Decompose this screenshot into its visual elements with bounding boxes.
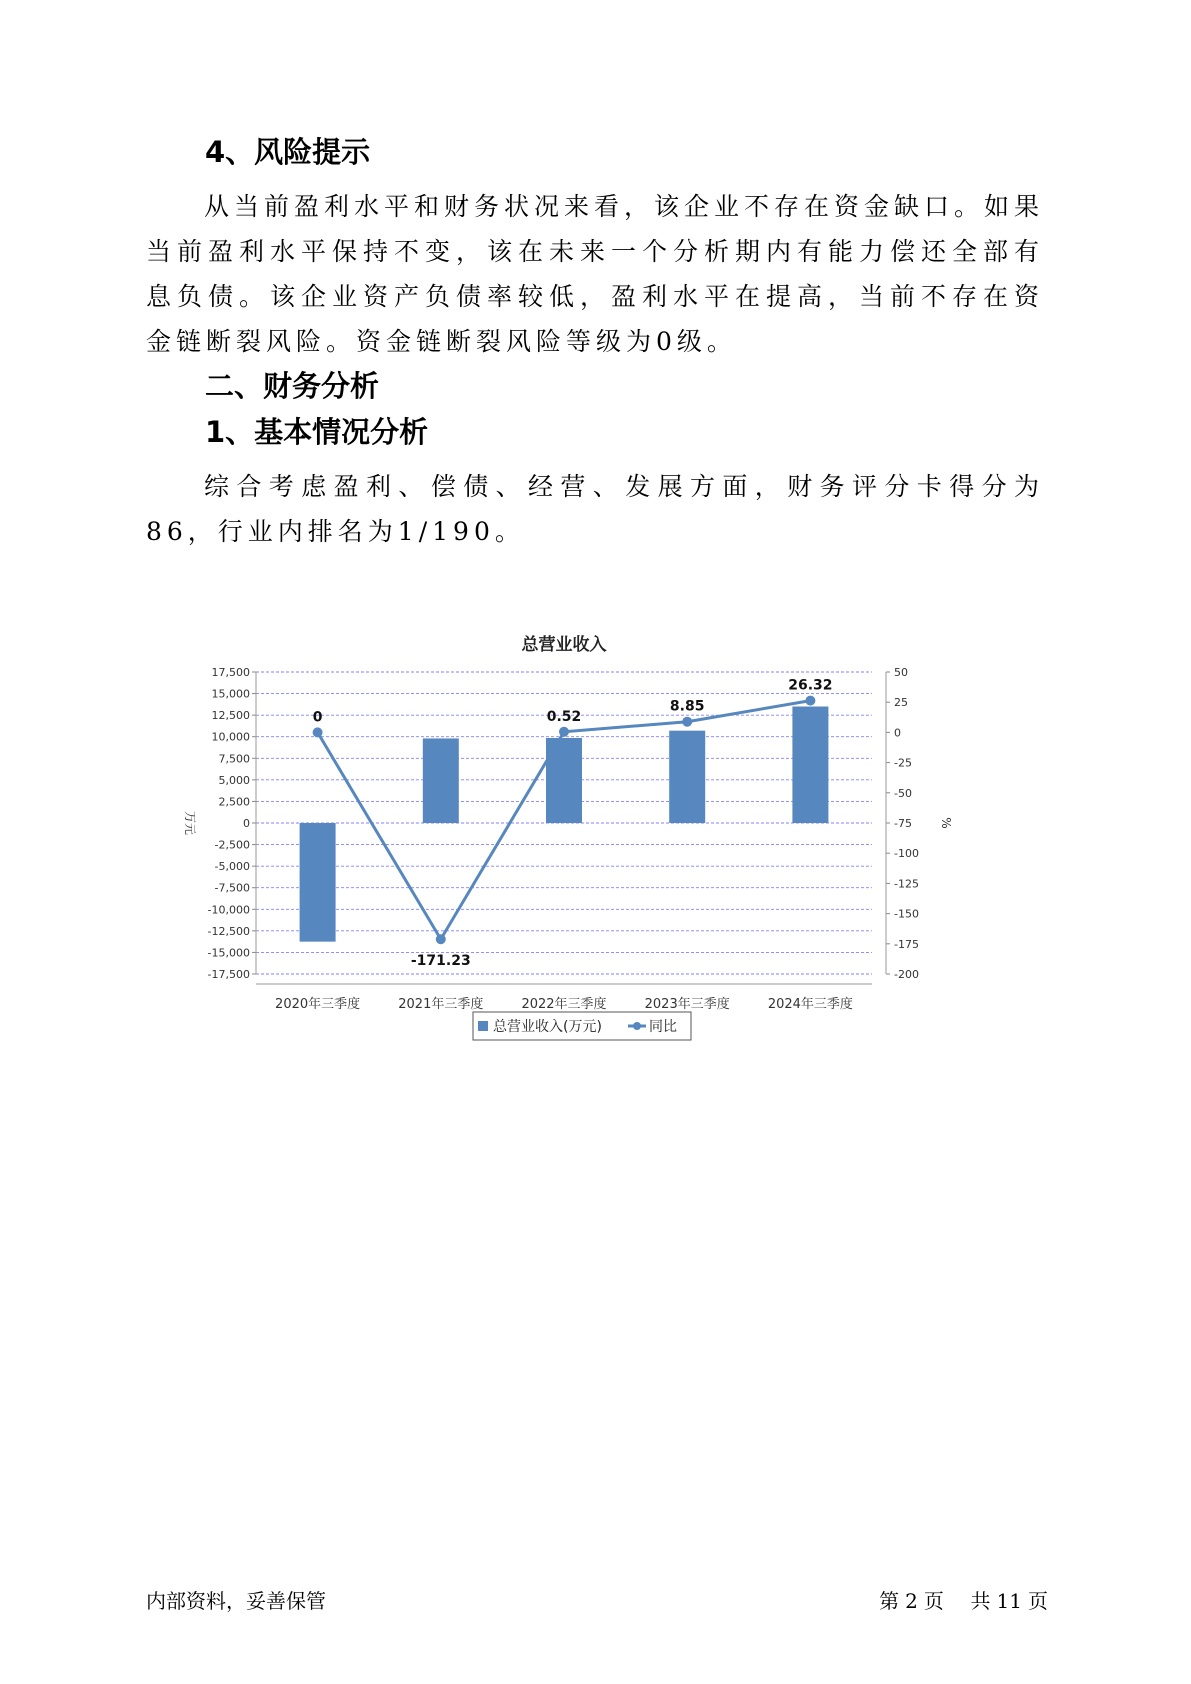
y-tick-label: -10,000 <box>207 903 250 917</box>
chart-title: 总营业收入 <box>521 635 607 655</box>
y-tick-label: 12,500 <box>211 709 250 723</box>
y-tick-label: -17,500 <box>207 968 250 981</box>
y-tick-label: 15,000 <box>211 687 250 701</box>
y-tick-label: 0 <box>243 817 250 830</box>
yoy-point <box>682 717 692 727</box>
y-tick-label: -7,500 <box>214 881 250 895</box>
x-tick-label: 2021年三季度 <box>398 997 484 1012</box>
revenue-bar <box>792 707 828 823</box>
yoy-data-label: -171.23 <box>410 953 471 970</box>
footer-note: 内部资料，妥善保管 <box>146 1589 326 1613</box>
yoy-point <box>805 696 815 706</box>
basic-paragraph: 综合考虑盈利、偿债、经营、发展方面，财务评分卡得分为86，行业内排名为1/190。 <box>146 472 1044 546</box>
yoy-point <box>559 727 569 737</box>
y2-tick-label: -25 <box>894 756 912 770</box>
revenue-bar <box>300 823 336 942</box>
total-pages: 11 <box>996 1589 1022 1613</box>
y2-tick-label: -175 <box>894 937 919 951</box>
y2-axis-title: % <box>939 817 953 829</box>
y2-tick-label: 25 <box>894 696 908 710</box>
page-number: 2 <box>905 1589 918 1613</box>
y-tick-label: 7,500 <box>218 752 250 766</box>
legend-bar-swatch <box>478 1021 488 1031</box>
yoy-point <box>313 727 323 737</box>
risk-paragraph: 从当前盈利水平和财务状况来看，该企业不存在资金缺口。如果当前盈利水平保持不变，该在未来一个分析期内有能力偿还全部有息负债。该企业资产负债率较低，盈利水平在提高，当前不存在资金链断裂风险。资金链断裂风险等级为0级。 <box>146 192 1045 356</box>
y-axis-title: 万元 <box>183 810 197 836</box>
y-tick-label: -12,500 <box>207 924 250 938</box>
x-tick-label: 2023年三季度 <box>644 997 730 1012</box>
yoy-data-label: 0.52 <box>546 708 582 725</box>
legend-bar-label: 总营业收入(万元) <box>493 1019 602 1035</box>
total-unit: 页 <box>1028 1589 1048 1613</box>
y-tick-label: 2,500 <box>218 795 250 809</box>
y-tick-label: 17,500 <box>211 666 250 679</box>
basic-heading: 1、基本情况分析 <box>205 415 429 449</box>
y-tick-label: 10,000 <box>211 730 250 744</box>
revenue-chart <box>170 620 1030 1090</box>
y2-tick-label: -125 <box>894 877 919 891</box>
revenue-bar <box>669 731 705 823</box>
x-tick-label: 2020年三季度 <box>275 997 361 1012</box>
y2-tick-label: -75 <box>894 817 912 830</box>
y2-tick-label: -200 <box>894 968 919 981</box>
legend-line-label: 同比 <box>649 1019 677 1035</box>
y2-tick-label: 50 <box>894 666 908 679</box>
y2-tick-label: 0 <box>894 726 901 740</box>
yoy-point <box>436 934 446 944</box>
y-tick-label: -2,500 <box>214 838 250 852</box>
y2-tick-label: -50 <box>894 786 912 800</box>
legend-line-marker <box>633 1022 641 1030</box>
total-prefix: 共 <box>970 1589 991 1613</box>
yoy-data-label: 8.85 <box>669 698 705 715</box>
x-tick-label: 2024年三季度 <box>767 997 853 1012</box>
y-tick-label: 5,000 <box>218 773 250 787</box>
finance-heading: 二、财务分析 <box>205 369 380 403</box>
revenue-bar <box>423 738 459 823</box>
yoy-data-label: 26.32 <box>788 677 833 694</box>
y2-tick-label: -150 <box>894 907 919 921</box>
page-unit: 页 <box>923 1589 944 1613</box>
yoy-data-label: 0 <box>312 709 323 726</box>
risk-heading: 4、风险提示 <box>205 135 371 169</box>
y-tick-label: -5,000 <box>214 860 250 874</box>
y2-tick-label: -100 <box>894 847 919 861</box>
x-tick-label: 2022年三季度 <box>521 997 607 1012</box>
page-indicator <box>876 1588 1051 1614</box>
page-prefix: 第 <box>879 1589 900 1613</box>
y-tick-label: -15,000 <box>207 946 250 960</box>
